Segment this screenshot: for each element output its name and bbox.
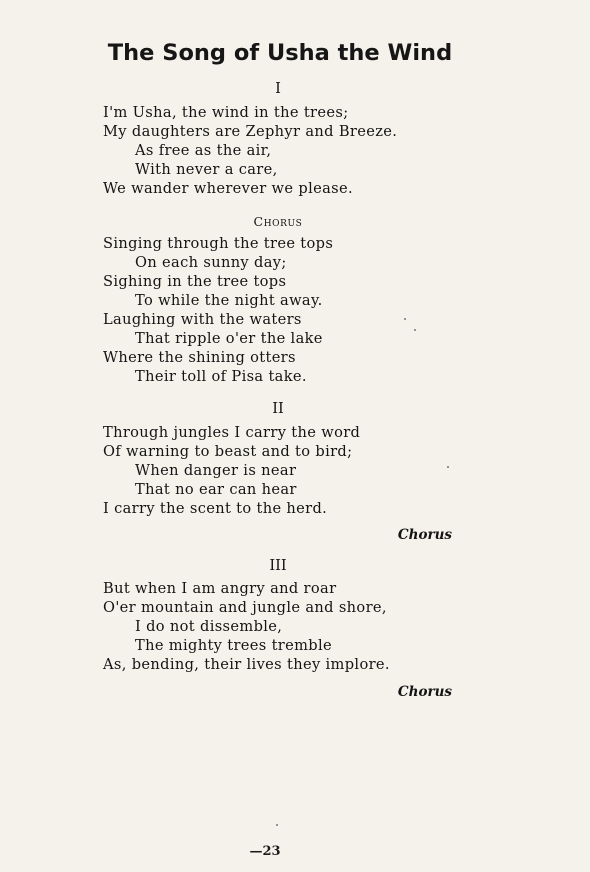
stanza-1-line-5: We wander wherever we please. xyxy=(103,180,353,197)
stanza-1-numeral: I xyxy=(275,80,281,97)
stanza-1-line-4: With never a care, xyxy=(135,161,278,178)
stanza-3-line-2: O'er mountain and jungle and shore, xyxy=(103,599,387,616)
stanza-2-line-2: Of warning to beast and to bird; xyxy=(103,443,353,460)
chorus-line-1: Singing through the tree tops xyxy=(103,235,334,252)
stanza-2-chorus-ref: Chorus xyxy=(397,527,452,543)
stanza-3-line-1: But when I am angry and roar xyxy=(103,580,337,597)
stanza-2-line-4: That no ear can hear xyxy=(135,481,297,498)
scan-speck xyxy=(404,318,406,320)
scan-speck xyxy=(276,824,278,826)
scan-speck xyxy=(414,329,416,331)
stanza-2-line-1: Through jungles I carry the word xyxy=(103,424,361,441)
stanza-3-chorus-ref: Chorus xyxy=(397,684,452,700)
chorus-heading: Chorus xyxy=(253,214,303,229)
chorus-line-7: Where the shining otters xyxy=(103,349,296,366)
scan-speck xyxy=(447,466,449,468)
page-number: —23 xyxy=(249,844,281,859)
stanza-1-line-3: As free as the air, xyxy=(135,142,272,159)
stanza-3-numeral: III xyxy=(269,557,287,574)
stanza-2-line-3: When danger is near xyxy=(135,462,297,479)
stanza-1-line-1: I'm Usha, the wind in the trees; xyxy=(103,104,349,121)
chorus-line-4: To while the night away. xyxy=(135,292,323,309)
stanza-2-numeral: II xyxy=(272,400,284,417)
chorus-line-8: Their toll of Pisa take. xyxy=(135,368,307,385)
stanza-3-line-4: The mighty trees tremble xyxy=(135,637,333,654)
chorus-line-3: Sighing in the tree tops xyxy=(103,273,287,290)
stanza-3-line-3: I do not dissemble, xyxy=(135,618,283,635)
chorus-line-5: Laughing with the waters xyxy=(103,311,302,328)
stanza-3-line-5: As, bending, their lives they implore. xyxy=(103,656,390,673)
chorus-line-6: That ripple o'er the lake xyxy=(135,330,323,347)
stanza-2-line-5: I carry the scent to the herd. xyxy=(103,500,328,517)
stanza-1-line-2: My daughters are Zephyr and Breeze. xyxy=(103,123,398,140)
poem-title: The Song of Usha the Wind xyxy=(107,40,453,66)
chorus-line-2: On each sunny day; xyxy=(135,254,287,271)
